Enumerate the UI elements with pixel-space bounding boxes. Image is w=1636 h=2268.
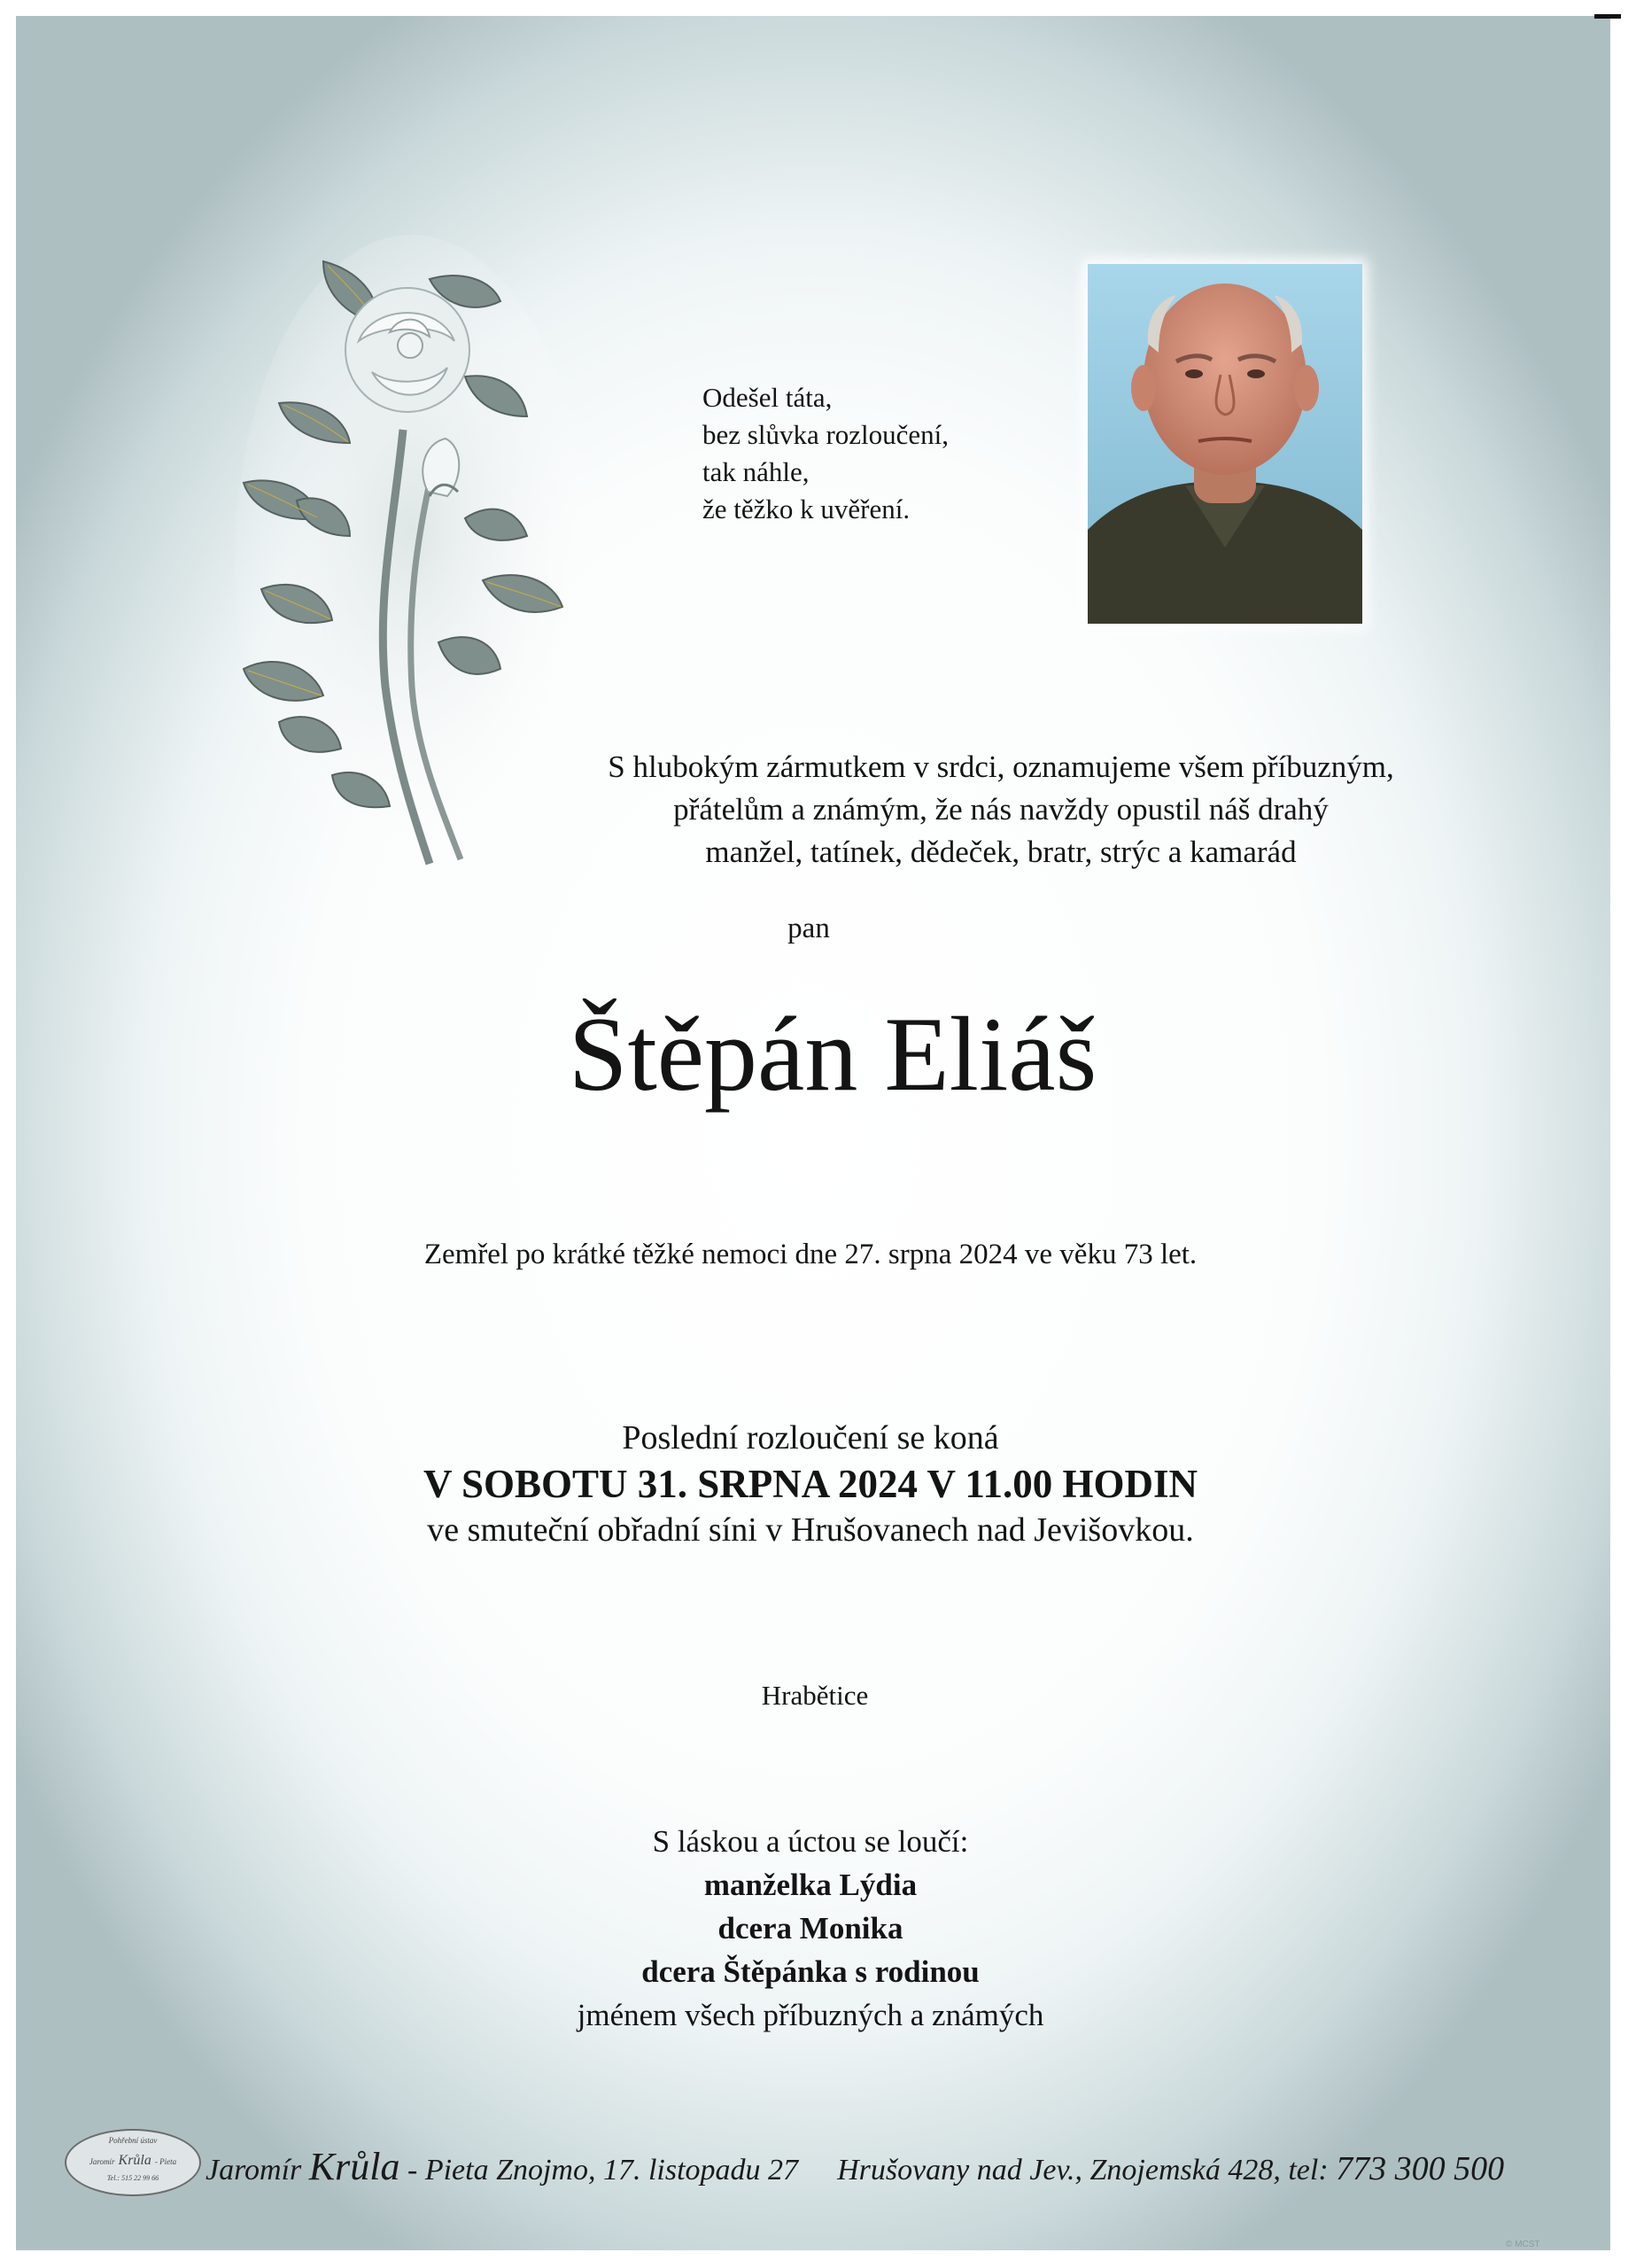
footer-phone: 773 300 500: [1336, 2150, 1505, 2187]
village-name: Hrabětice: [761, 1680, 869, 1711]
stamp-name-suffix: - Pieta: [154, 2157, 177, 2166]
poem: [702, 379, 1092, 528]
footer-branch-znojmo: - Pieta Znojmo, 17. listopadu 27: [407, 2154, 799, 2186]
funeral-home-footer: [205, 2144, 1587, 2189]
death-notice: Zemřel po krátké těžké nemoci dne 27. srpna 2024 ve věku 73 let.: [423, 1239, 1198, 1270]
mourners-closing: jménem všech příbuzných a známých: [577, 1998, 1044, 2032]
mourner-name: dcera Monika: [717, 1911, 903, 1946]
stamp-top-text: Pohřební ústav: [108, 2136, 158, 2145]
stamp-name: [66, 2153, 199, 2169]
funeral-info: [266, 1416, 1355, 1552]
footer-name-prefix: Jaromír: [205, 2154, 302, 2186]
funeral-location: ve smuteční obřadní síni v Hrušovanech nad Jevišovkou.: [427, 1511, 1194, 1549]
deceased-name: Štěpán Eliáš: [568, 995, 1097, 1113]
funeral-intro: Poslední rozloučení se koná: [622, 1419, 999, 1456]
footer-brand: Krůla: [308, 2145, 400, 2188]
watermark: © MCST: [1506, 2240, 1540, 2249]
funeral-home-stamp: [65, 2129, 201, 2196]
announcement-text: [496, 746, 1506, 874]
stamp-name-prefix: Jaromír: [89, 2157, 115, 2166]
mourners-intro: S láskou a úctou se loučí:: [652, 1824, 969, 1859]
salutation: pan: [787, 913, 830, 944]
stamp-phone: Tel.: 515 22 99 66: [106, 2174, 159, 2182]
announcement-line: manžel, tatínek, dědeček, bratr, strýc a kamarád: [705, 835, 1297, 869]
portrait-photo: [1088, 264, 1362, 624]
footer-branch-hrusovany: Hrušovany nad Jev., Znojemská 428, tel:: [837, 2154, 1329, 2186]
poem-line: že těžko k uvěření.: [702, 493, 911, 524]
mourners-list: [443, 1820, 1178, 2037]
poem-line: Odešel táta,: [702, 382, 833, 413]
stamp-name-main: Krůla: [118, 2153, 151, 2168]
poem-line: tak náhle,: [702, 456, 810, 487]
announcement-line: přátelům a známým, že nás navždy opustil náš drahý: [673, 792, 1329, 827]
announcement-line: S hlubokým zármutkem v srdci, oznamujeme všem příbuzným,: [608, 750, 1394, 784]
poem-line: bez slůvka rozloučení,: [702, 419, 950, 450]
mourner-name: manželka Lýdia: [703, 1868, 918, 1902]
funeral-date-time: V SOBOTU 31. SRPNA 2024 V 11.00 HODIN: [423, 1462, 1198, 1506]
scan-edge-mark: [1594, 14, 1621, 19]
mourner-name: dcera Štěpánka s rodinou: [641, 1954, 980, 1989]
